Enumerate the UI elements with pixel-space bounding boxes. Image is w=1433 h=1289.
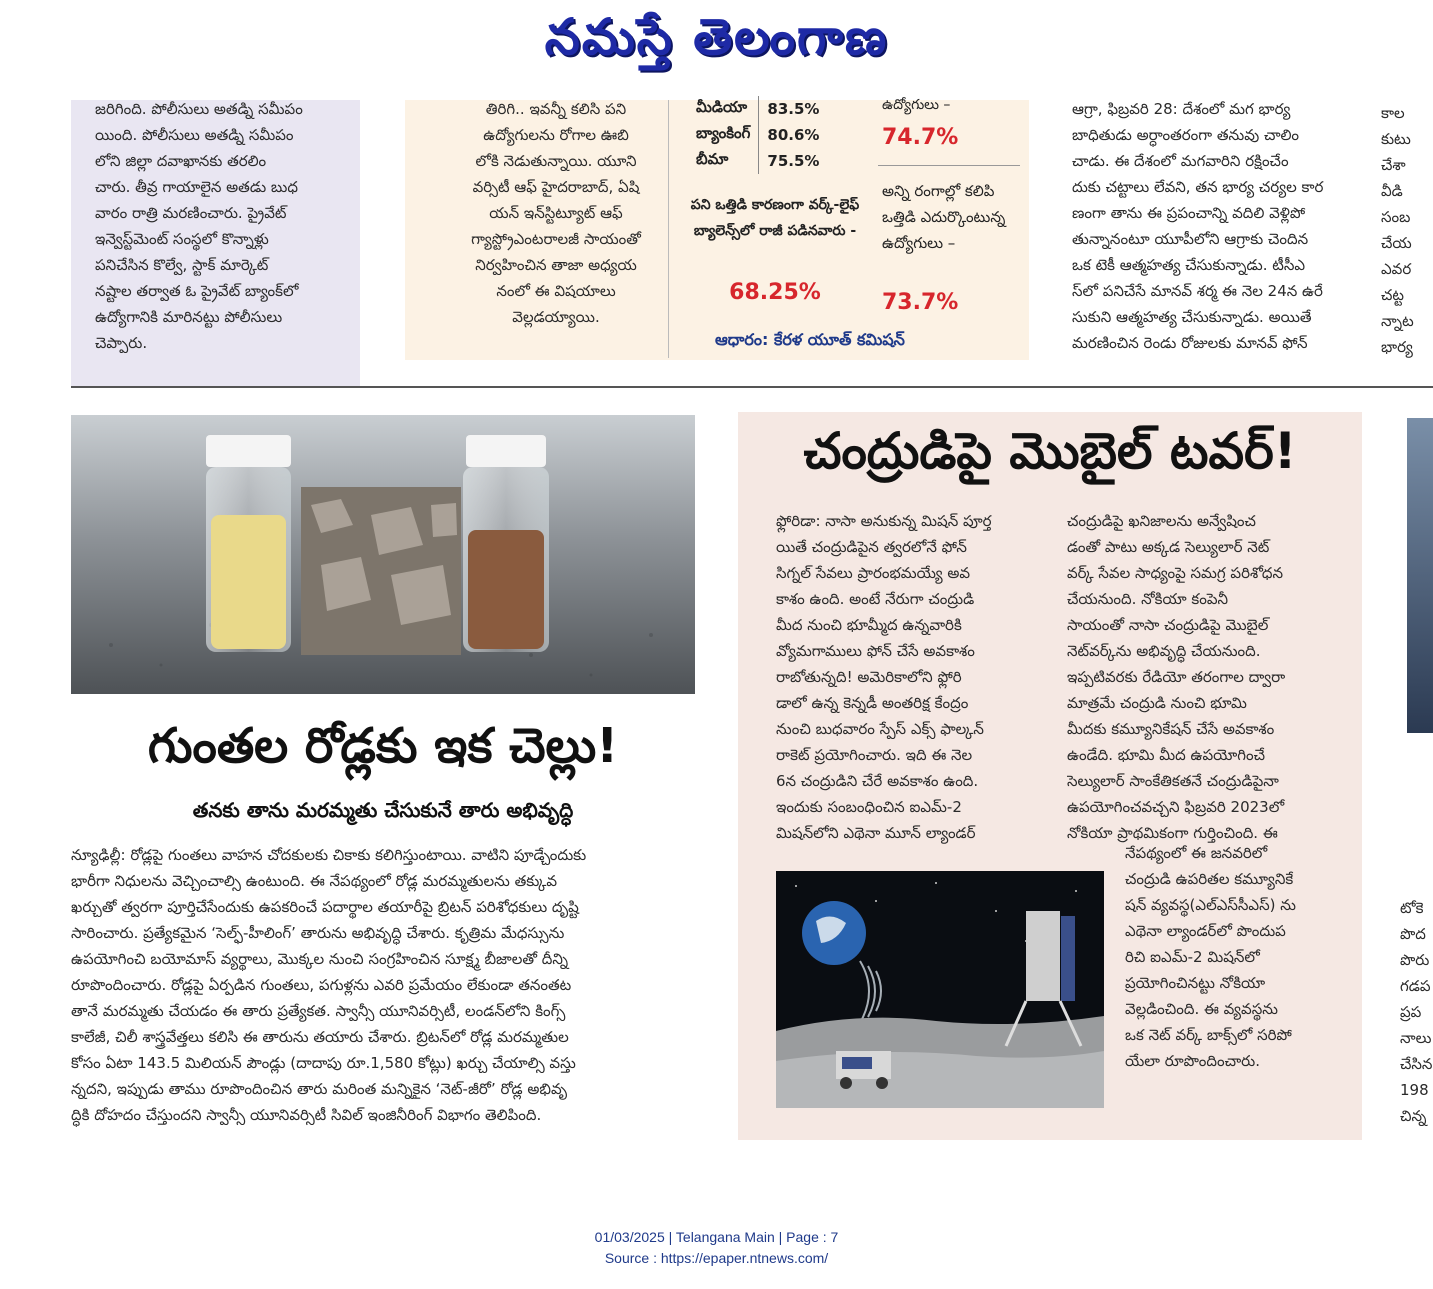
text-line: కుటు [1381, 130, 1411, 148]
text-line: రాబోతున్నది! అమెరికాలోని ఫ్లోరి [776, 668, 962, 686]
text-line: రిచి ఐఎమ్-2 మిషన్‌లో [1125, 948, 1260, 966]
text-line: ఇన్వెస్ట్‌మెంట్ సంస్థలో కొన్నాళ్లు [95, 230, 269, 248]
text-line: జరిగింది. పోలీసులు అతడ్ని సమీపం [95, 100, 303, 118]
text-line: సాయంతో నాసా చంద్రుడిపై మొబైల్ [1067, 616, 1269, 634]
text-line: కాలేజీ, చిలీ శాస్త్రవేత్తలు కలిసి ఈ తారును తయారు చేశారు. బ్రిటన్‌లో రోడ్ల మరమ్మతుల [71, 1028, 569, 1046]
moon-headline: చంద్రుడిపై మొబైల్ టవర్! [803, 422, 1297, 480]
text-line: మరణించిన రెండు రోజులకు మానవ్ ఫోన్ [1072, 334, 1308, 352]
text-line: పొద [1400, 925, 1426, 943]
text-line: నుంచి బుధవారం స్పేస్ ఎక్స్ ఫాల్కన్ [776, 720, 984, 738]
text-line: లోని జిల్లా దవాఖానకు తరలిం [95, 152, 267, 170]
sector-cell: మీడియా [688, 96, 759, 122]
text-line: చంద్రుడి ఉపరితల కమ్యూనికే [1125, 870, 1294, 888]
top-left-text [95, 96, 350, 372]
text-line: రూపొందించారు. రోడ్లపై ఏర్పడిన గుంతలు, పగుళ్లను ఎవరి ప్రమేయం లేకుండా తనంతట [71, 976, 572, 994]
text-line: బాధితుడు అర్ధాంతరంగా తనువు చాలిం [1072, 126, 1299, 144]
text-line: దుకు చట్టాలు లేవని, తన భార్య చర్యల కార [1072, 178, 1324, 196]
infobox-source: ఆధారం: కేరళ యూత్ కమిషన్ [715, 330, 905, 349]
infobox-table [688, 96, 827, 174]
road-subheadline: తనకు తాను మరమ్మతు చేసుకునే తారు అభివృద్ధి [192, 798, 574, 822]
text-line: ఎథెనా ల్యాండర్‌లో పొందుప [1125, 922, 1286, 940]
masthead-logo: నమస్తే తెలంగాణ [544, 8, 889, 66]
value-cell: 83.5% [767, 100, 820, 118]
text-line: భార్య [1381, 338, 1413, 356]
text-line: ఉపయోగించవచ్చని ఫిబ్రవరి 2023లో [1067, 798, 1285, 816]
text-line: 6న చంద్రుడిని చేరే అవకాశం ఉంది. [776, 772, 979, 790]
table-row [688, 148, 827, 174]
text-line: సెల్యులార్ సాంకేతికతనే చంద్రుడిపైనా [1067, 772, 1279, 790]
text-line: కోసం ఏటా 143.5 మిలియన్ పౌండ్లు (దాదాపు రూ.1,580 కోట్లు) ఖర్చు చేయాల్సి వస్తు [71, 1054, 576, 1072]
text-line: మీద నుంచి భూమ్మీద ఉన్నవారికి [776, 616, 962, 634]
text-line: వర్సిటీ ఆఫ్ హైదరాబాద్, ఏషి [472, 178, 640, 196]
text-line: 198 [1400, 1081, 1429, 1099]
right-label-top: ఉద్యోగులు – [882, 97, 951, 113]
text-line: న్యూఢిల్లీ: రోడ్లపై గుంతలు వాహన చోదకులకు చికాకు కలిగిస్తుంటాయి. వాటిని పూడ్చేందుకు [71, 846, 587, 864]
text-line: న్నాట [1381, 312, 1414, 330]
text-line: చట్ట [1381, 286, 1404, 304]
text-line: ఒక నెట్ వర్క్ బాక్స్‌లో సరిపో [1125, 1026, 1292, 1044]
text-line: వీడి [1381, 182, 1403, 200]
text-line: ఉండేది. భూమి మీద ఉపయోగించే [1067, 746, 1265, 764]
text-line: చిన్న [1400, 1107, 1427, 1125]
right-label: అన్ని రంగాల్లో కలిపి ఒత్తిడి ఎదుర్కొంటున్న ఉద్యోగులు – [882, 182, 1006, 252]
text-line: స్‌లో పనిచేసే మానవ్ శర్మ ఈ నెల 24న ఉరే [1072, 282, 1323, 300]
text-line: ప్రయోగించినట్టు నోకియా [1125, 974, 1266, 992]
text-line: పనిచేసిన కొల్వే, స్టాక్ మార్కెట్ [95, 256, 269, 274]
text-line: రాకెట్ ప్రయోగించారు. ఇది ఈ నెల [776, 746, 973, 764]
text-line: వ్యోమగాములు ఫోన్ చేసే అవకాశం [776, 642, 975, 660]
text-line: యేలా రూపొందించారు. [1125, 1052, 1260, 1070]
moon-bottom-text [1125, 840, 1355, 1115]
text-line: నెట్‌వర్క్‌ను అభివృద్ధి చేయనుంది. [1067, 642, 1261, 660]
text-line: ఖర్చుతో త్వరగా పూర్తిచేసేందుకు ఉపకరించే పదార్థాల తయారీపై బ్రిటన్ పరిశోధకులు దృష్టి [71, 898, 579, 916]
text-line: యన్ ఇన్‌స్టిట్యూట్ ఆఫ్ [489, 204, 623, 222]
road-body [71, 842, 695, 1142]
text-line: చారు. తీవ్ర గాయాలైన అతడు బుధ [95, 178, 298, 196]
text-line: సుకుని ఆత్మహత్య చేసుకున్నాడు. అయితే [1072, 308, 1312, 326]
text-line: వెల్లడించింది. ఈ వ్యవస్థను [1125, 1000, 1278, 1018]
text-line: వారం రాత్రి మరణించారు. ప్రైవేట్ [95, 204, 287, 222]
text-line: ఫ్లోరిడా: నాసా అనుకున్న మిషన్ పూర్త [776, 512, 992, 530]
text-line: కాల [1381, 104, 1405, 122]
text-line: సిగ్నల్ సేవలు ప్రారంభమయ్యే అవ [776, 564, 971, 582]
footer-date-edition: 01/03/2025 | Telangana Main | Page : 7 [594, 1229, 839, 1245]
text-line: వర్క్ సేవల సాధ్యంపై సమగ్ర పరిశోధన [1067, 564, 1284, 582]
value-cell: 80.6% [767, 126, 820, 144]
text-line: తున్నానంటూ యూపీలోని ఆగ్రాకు చెందిన [1072, 230, 1309, 248]
text-line: చాడు. ఈ దేశంలో మగవారిని రక్షించేం [1072, 152, 1289, 170]
far-right-sidebar [1381, 100, 1433, 360]
text-line: నేపథ్యంలో ఈ జనవరిలో [1125, 844, 1268, 862]
table-row [688, 96, 827, 122]
text-line: ప్రప [1400, 1003, 1422, 1021]
far-right-bottom-text [1400, 895, 1433, 1145]
text-line: నంలో ఈ విషయాలు [496, 282, 616, 300]
moon-right-text [1067, 508, 1357, 848]
text-line: నిర్వహించిన తాజా అధ్యయ [475, 256, 637, 274]
text-line: ఎవర [1381, 260, 1412, 278]
text-line: ఆగ్రా, ఫిబ్రవరి 28: దేశంలో మగ భార్య [1072, 100, 1291, 118]
text-line: చేసిన [1400, 1055, 1433, 1073]
text-line: ఇందుకు సంబంధించిన ఐఎమ్-2 [776, 798, 962, 816]
text-line: ఉద్యోగానికి మారినట్టు పోలీసులు [95, 308, 283, 326]
text-line: మాత్రమే చంద్రుడి నుంచి భూమి [1067, 694, 1247, 712]
text-line: మీదకు కమ్యూనికేషన్ చేసే అవకాశం [1067, 720, 1275, 738]
text-line: వెల్లడయ్యాయి. [512, 308, 600, 326]
road-headline: గుంతల రోడ్లకు ఇక చెల్లు! [147, 718, 619, 774]
text-line: ఉద్యోగులను రోగాల ఊబి [483, 126, 629, 144]
right-value: 73.7% [882, 290, 959, 315]
footer-source: Source : https://epaper.ntnews.com/ [604, 1250, 829, 1266]
text-line: చేయ [1381, 234, 1412, 252]
sector-cell: బీమా [688, 148, 759, 174]
text-line: చేశా [1381, 156, 1406, 174]
section-rule [71, 386, 1433, 388]
balance-label: పని ఒత్తిడి కారణంగా వర్క్-లైఫ్ బ్యాలెన్స్‌లో రాజీ పడినవారు - [690, 197, 860, 239]
moon-left-text [776, 508, 1041, 848]
text-line: షన్ వ్యవస్థ(ఎల్ఎస్‌సీఎస్) ను [1125, 896, 1296, 914]
text-line: తిరిగి.. ఇవన్నీ కలిసి పని [485, 100, 627, 118]
text-line: లోకి నెడుతున్నాయి. యూని [475, 152, 637, 170]
text-line: సారించారు. ప్రత్యేకమైన ‘సెల్ఫ్-హీలింగ్’ తారును అభివృద్ధి చేశారు. కృత్రిమ మేధస్సును [71, 924, 565, 942]
balance-value: 68.25% [729, 280, 821, 305]
sector-cell: బ్యాంకింగ్ [688, 122, 759, 148]
text-line: చెప్పారు. [95, 334, 148, 352]
infobox-divider [668, 100, 669, 358]
text-line: మిషన్‌లోని ఎథెనా మూన్ ల్యాండర్ [776, 824, 976, 842]
text-line: న్నదని, ఇప్పుడు తాము రూపొందించిన తారు మరింత మన్నికైన ‘నెట్-జీరో’ రోడ్ల అభివృ [71, 1080, 567, 1098]
text-line: గడప [1400, 977, 1431, 995]
text-line: యింది. పోలీసులు అతడ్ని సమీపం [95, 126, 294, 144]
top-right-text [1072, 96, 1372, 366]
text-line: నష్టాల తర్వాత ఓ ప్రైవేట్ బ్యాంక్‌లో [95, 282, 299, 300]
text-line: ణంగా తాను ఈ ప్రపంచాన్ని వదిలి వెళ్లిపో [1072, 204, 1306, 222]
text-line: గ్యాస్ట్రోఎంటరాలజీ సాయంతో [471, 230, 641, 248]
text-line: ద్ధికి దోహదం చేస్తుందని స్వాన్సీ యూనివర్సిటీ సివిల్ ఇంజినీరింగ్ విభాగం తెలిపింది. [71, 1106, 542, 1124]
text-line: నాలు [1400, 1029, 1432, 1047]
text-line: పొరు [1400, 951, 1430, 969]
text-line: నోకియా ప్రాథమికంగా గుర్తించింది. ఈ [1067, 824, 1278, 842]
text-line: చంద్రుడిపై ఖనిజాలను అన్వేషించ [1067, 512, 1256, 530]
text-line: కాశం ఉంది. అంటే నేరుగా చంద్రుడి [776, 590, 975, 608]
table-row [688, 122, 827, 148]
value-cell: 75.5% [767, 152, 820, 170]
text-line: డాలో ఉన్న కెన్నడీ అంతరిక్ష కేంద్రం [776, 694, 969, 712]
text-line: ఉపయోగించి బయోమాస్ వ్యర్థాలు, మొక్కల నుంచి సంగ్రహించిన సూక్ష్మ బీజాలతో దీన్ని [71, 950, 569, 968]
text-line: భారీగా నిధులను వెచ్చించాల్సి ఉంటుంది. ఈ నేపథ్యంలో రోడ్ల మరమ్మతులను తక్కువ [71, 872, 558, 890]
text-line: తానే మరమ్మతు చేయడం ఈ తారు ప్రత్యేకత. స్వాన్సీ యూనివర్సిటీ, లండన్‌లోని కింగ్స్ [71, 1002, 566, 1020]
asphalt-photo [71, 415, 695, 694]
text-line: యితే చంద్రుడిపైన త్వరలోనే ఫోన్ [776, 538, 967, 556]
text-line: డంతో పాటు అక్కడ సెల్యులార్ నెట్ [1067, 538, 1270, 556]
text-line: ఇప్పటివరకు రేడియో తరంగాల ద్వారా [1067, 668, 1286, 686]
text-line: టోకె [1400, 899, 1424, 917]
text-line: చేయనుంది. నోకియా కంపెనీ [1067, 590, 1229, 608]
moon-lander-image [776, 871, 1104, 1108]
far-right-photo [1407, 418, 1433, 733]
right-value-top: 74.7% [882, 125, 959, 150]
infobox-separator [878, 165, 1020, 166]
text-line: ఒక టెకీ ఆత్మహత్య చేసుకున్నాడు. టీసీఎ [1072, 256, 1306, 274]
text-line: సంబ [1381, 208, 1411, 226]
infobox-text [450, 96, 662, 346]
